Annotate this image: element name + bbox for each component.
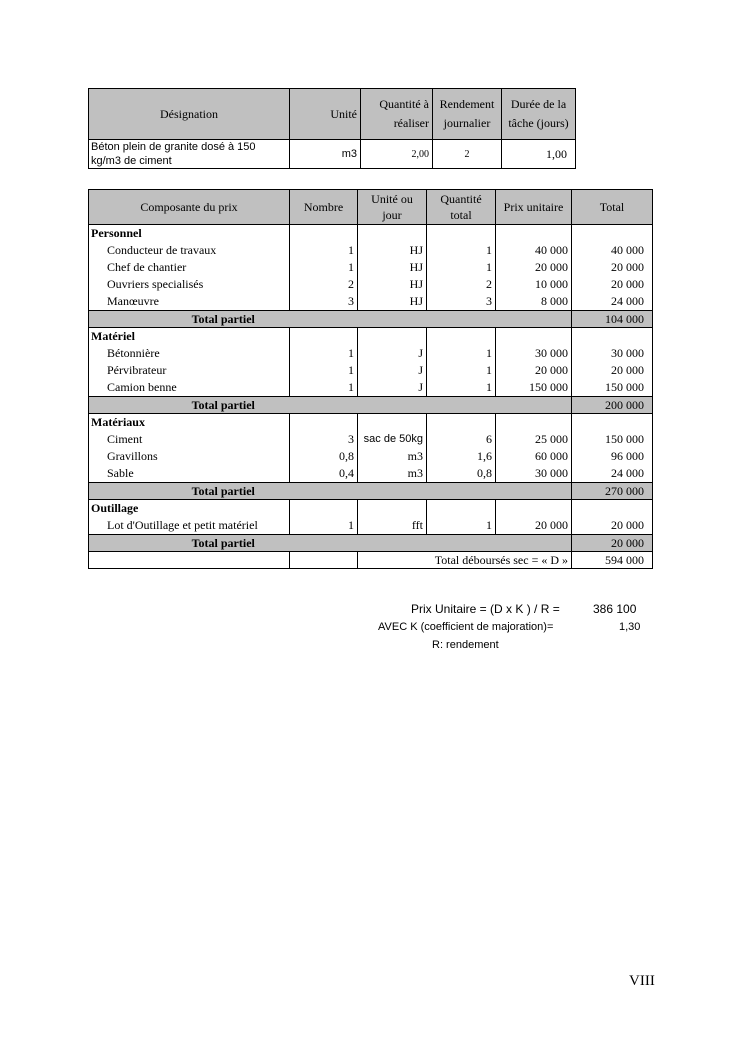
header-designation: Désignation	[89, 89, 290, 140]
item-total: 30 000	[572, 345, 653, 362]
designation-line2: kg/m3 de ciment	[91, 155, 172, 167]
item-prix: 40 000	[496, 242, 572, 259]
group-row-empty	[427, 500, 496, 518]
item-unite: HJ	[358, 259, 427, 276]
group-row-empty	[427, 225, 496, 243]
item-nombre: 1	[290, 362, 358, 379]
subtotal-value: 270 000	[572, 483, 653, 500]
header-total: Total	[572, 190, 653, 225]
item-nombre: 3	[290, 293, 358, 311]
item-unite: m3	[358, 448, 427, 465]
subtotal-spacer	[358, 397, 572, 414]
item-nombre: 3	[290, 431, 358, 448]
header-duree-line2: tâche (jours)	[508, 116, 569, 130]
header-duree-line1: Durée de la	[510, 97, 567, 111]
item-unite: J	[358, 379, 427, 397]
subtotal-spacer	[358, 483, 572, 500]
item-quantite: 6	[427, 431, 496, 448]
group-row-empty	[572, 328, 653, 346]
item-prix: 20 000	[496, 362, 572, 379]
subtotal-spacer	[358, 535, 572, 552]
item-total: 150 000	[572, 379, 653, 397]
item-prix: 10 000	[496, 276, 572, 293]
header-quantite-line1: Quantité à	[379, 97, 429, 111]
item-prix: 30 000	[496, 465, 572, 483]
item-quantite: 1	[427, 242, 496, 259]
row-duree: 1,00	[502, 140, 576, 169]
subtotal-value: 104 000	[572, 311, 653, 328]
item-quantite: 1	[427, 362, 496, 379]
item-prix: 60 000	[496, 448, 572, 465]
item-prix: 8 000	[496, 293, 572, 311]
group-row-empty	[496, 225, 572, 243]
item-prix: 20 000	[496, 517, 572, 535]
subtotal-spacer	[358, 311, 572, 328]
item-unite: m3	[358, 465, 427, 483]
task-table	[88, 88, 576, 169]
item-label: Camion benne	[89, 379, 290, 397]
page-number: VIII	[629, 973, 655, 989]
item-total: 24 000	[572, 465, 653, 483]
item-label: Bétonnière	[89, 345, 290, 362]
header-rendement	[433, 89, 502, 140]
group-row-empty	[572, 414, 653, 432]
item-label: Sable	[89, 465, 290, 483]
coefficient-k-label: AVEC K (coefficient de majoration)=	[378, 621, 554, 633]
subtotal-value: 20 000	[572, 535, 653, 552]
price-table-header	[89, 190, 653, 225]
item-label: Ouvriers specialisés	[89, 276, 290, 293]
item-nombre: 1	[290, 345, 358, 362]
row-unite: m3	[290, 140, 361, 169]
item-quantite: 2	[427, 276, 496, 293]
rendement-note: R: rendement	[432, 639, 499, 651]
item-row	[89, 448, 653, 465]
item-nombre: 2	[290, 276, 358, 293]
item-nombre: 1	[290, 259, 358, 276]
header-quantite-total	[427, 190, 496, 225]
item-row	[89, 242, 653, 259]
group-row-empty	[496, 414, 572, 432]
group-name: Outillage	[89, 500, 290, 518]
subtotal-row	[89, 311, 653, 328]
item-unite: sac de 50kg	[358, 431, 427, 448]
group-row-empty	[427, 414, 496, 432]
coefficient-k-value: 1,30	[619, 621, 641, 633]
price-table	[88, 189, 653, 569]
item-quantite: 3	[427, 293, 496, 311]
item-unite: fft	[358, 517, 427, 535]
item-row	[89, 379, 653, 397]
item-label: Pérvibrateur	[89, 362, 290, 379]
item-nombre: 0,4	[290, 465, 358, 483]
item-nombre: 1	[290, 242, 358, 259]
group-row	[89, 414, 653, 432]
header-nombre: Nombre	[290, 190, 358, 225]
row-rendement: 2	[433, 140, 502, 169]
header-quantite	[361, 89, 433, 140]
header-rendement-line1: Rendement	[439, 97, 495, 111]
group-row-empty	[572, 500, 653, 518]
group-row-empty	[358, 500, 427, 518]
item-total: 96 000	[572, 448, 653, 465]
item-total: 20 000	[572, 259, 653, 276]
grand-total-empty-2	[290, 552, 358, 569]
header-quantite-line2: réaliser	[393, 116, 429, 130]
group-row	[89, 328, 653, 346]
item-prix: 25 000	[496, 431, 572, 448]
group-row-empty	[358, 414, 427, 432]
header-quantite-line1: Quantité	[440, 192, 482, 206]
task-table-header	[89, 89, 576, 140]
header-unite-jour	[358, 190, 427, 225]
group-row	[89, 225, 653, 243]
header-prix-unitaire: Prix unitaire	[496, 190, 572, 225]
header-unite: Unité	[290, 89, 361, 140]
item-row	[89, 276, 653, 293]
group-row-empty	[290, 328, 358, 346]
item-row	[89, 362, 653, 379]
header-unite-line2: jour	[382, 208, 402, 222]
item-total: 20 000	[572, 362, 653, 379]
header-quantite-line2: total	[450, 208, 472, 222]
item-row	[89, 517, 653, 535]
item-unite: J	[358, 362, 427, 379]
item-prix: 150 000	[496, 379, 572, 397]
item-row	[89, 431, 653, 448]
group-row-empty	[358, 225, 427, 243]
group-row-empty	[358, 328, 427, 346]
item-quantite: 1	[427, 345, 496, 362]
header-duree	[502, 89, 576, 140]
row-designation	[89, 140, 290, 169]
group-row-empty	[496, 328, 572, 346]
item-total: 20 000	[572, 517, 653, 535]
item-row	[89, 345, 653, 362]
task-table-row	[89, 140, 576, 169]
subtotal-row	[89, 397, 653, 414]
item-label: Ciment	[89, 431, 290, 448]
item-total: 24 000	[572, 293, 653, 311]
item-label: Manœuvre	[89, 293, 290, 311]
item-total: 150 000	[572, 431, 653, 448]
grand-total-label: Total déboursés sec = « D »	[358, 552, 572, 569]
item-row	[89, 465, 653, 483]
grand-total-value: 594 000	[572, 552, 653, 569]
item-row	[89, 259, 653, 276]
item-label: Lot d'Outillage et petit matériel	[89, 517, 290, 535]
item-total: 40 000	[572, 242, 653, 259]
item-prix: 30 000	[496, 345, 572, 362]
row-quantite: 2,00	[361, 140, 433, 169]
item-prix: 20 000	[496, 259, 572, 276]
group-row	[89, 500, 653, 518]
designation-line1: Béton plein de granite dosé à 150	[91, 141, 256, 153]
item-label: Gravillons	[89, 448, 290, 465]
group-name: Matériel	[89, 328, 290, 346]
item-unite: J	[358, 345, 427, 362]
item-row	[89, 293, 653, 311]
prix-unitaire-formula: Prix Unitaire = (D x K ) / R =	[411, 602, 560, 616]
item-unite: HJ	[358, 242, 427, 259]
subtotal-value: 200 000	[572, 397, 653, 414]
grand-total-empty-1	[89, 552, 290, 569]
group-name: Matériaux	[89, 414, 290, 432]
item-quantite: 1,6	[427, 448, 496, 465]
group-row-empty	[572, 225, 653, 243]
subtotal-row	[89, 535, 653, 552]
subtotal-label: Total partiel	[89, 535, 358, 552]
header-unite-line1: Unité ou	[371, 192, 413, 206]
subtotal-label: Total partiel	[89, 311, 358, 328]
item-nombre: 0,8	[290, 448, 358, 465]
item-label: Chef de chantier	[89, 259, 290, 276]
group-row-empty	[427, 328, 496, 346]
item-quantite: 1	[427, 517, 496, 535]
subtotal-row	[89, 483, 653, 500]
item-unite: HJ	[358, 293, 427, 311]
item-nombre: 1	[290, 379, 358, 397]
subtotal-label: Total partiel	[89, 397, 358, 414]
item-quantite: 1	[427, 379, 496, 397]
header-composante: Composante du prix	[89, 190, 290, 225]
group-name: Personnel	[89, 225, 290, 243]
item-nombre: 1	[290, 517, 358, 535]
group-row-empty	[290, 225, 358, 243]
item-label: Conducteur de travaux	[89, 242, 290, 259]
group-row-empty	[290, 414, 358, 432]
item-quantite: 0,8	[427, 465, 496, 483]
group-row-empty	[290, 500, 358, 518]
prix-unitaire-value: 386 100	[593, 602, 637, 616]
item-total: 20 000	[572, 276, 653, 293]
header-rendement-line2: journalier	[443, 116, 491, 130]
grand-total-row	[89, 552, 653, 569]
item-unite: HJ	[358, 276, 427, 293]
subtotal-label: Total partiel	[89, 483, 358, 500]
item-quantite: 1	[427, 259, 496, 276]
group-row-empty	[496, 500, 572, 518]
